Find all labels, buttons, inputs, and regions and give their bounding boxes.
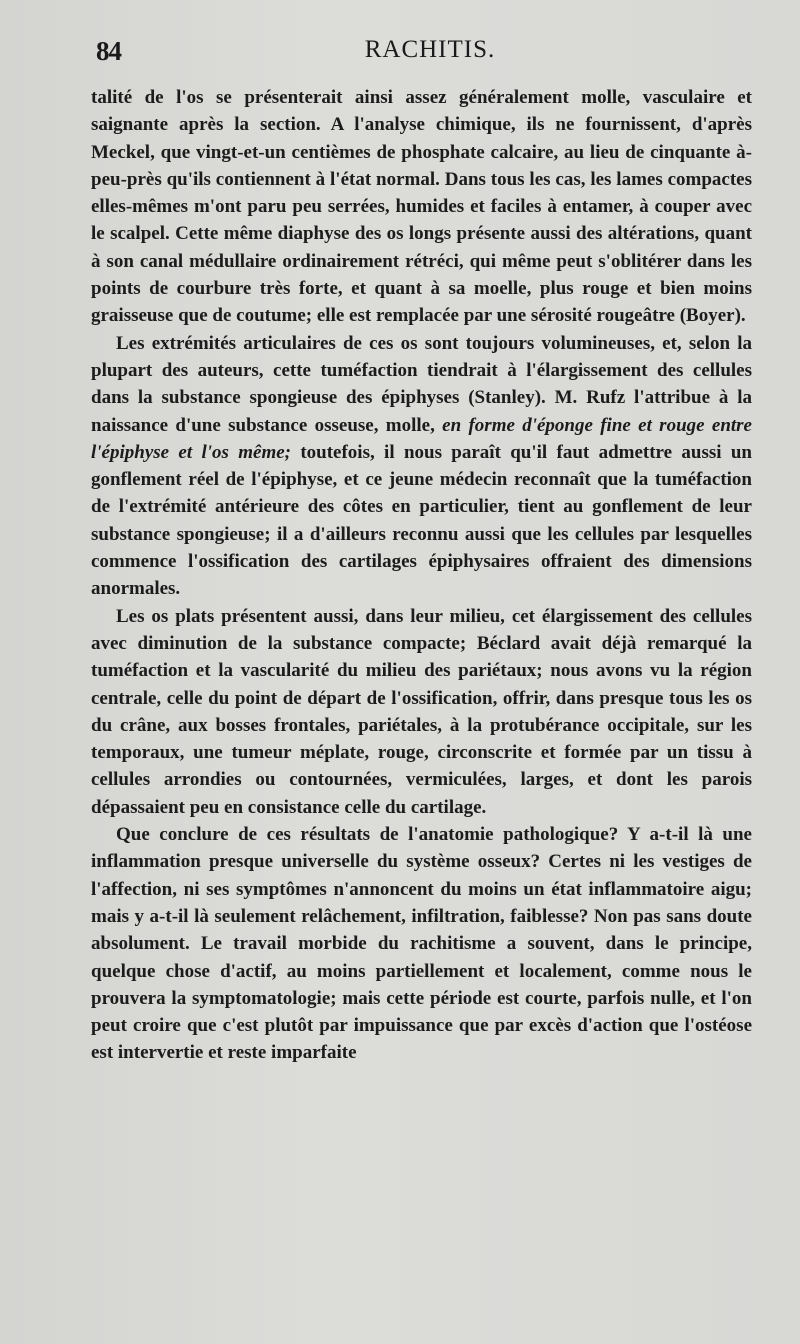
paragraph-4 bbox=[91, 821, 752, 1067]
paragraph-2 bbox=[91, 330, 752, 603]
paragraph-1 bbox=[91, 84, 752, 330]
body-text bbox=[91, 84, 752, 1067]
paragraph-2-italic-quote: en forme d'éponge fine et rouge entre l'épiphyse et l'os même; bbox=[91, 414, 752, 463]
running-head bbox=[90, 36, 750, 72]
page-number: 84 bbox=[96, 36, 121, 66]
paragraph-3 bbox=[91, 603, 752, 821]
paragraph-3-text: Les os plats présentent aussi, dans leur milieu, cet élargissement des cellules avec diminution de la substance compacte; Béclard avait déjà remarqué la tuméfaction et la vascularité du milieu des pariétaux; nous avons vu la région centrale, celle du point de départ de l'ossification, offrir, dans presque tous les os du crâne, aux bosses frontales, pariétales, à la protubérance occipitale, sur les temporaux, une tumeur méplate, rouge, circonscrite et formée par un tissu à cellules arrondies ou contournées, vermiculées, larges, et dont les parois dépassaient peu en consistance celle du cartilage. bbox=[91, 605, 752, 818]
paragraph-2-text-after: toutefois, il nous paraît qu'il faut admettre aussi un gonflement réel de l'épiphyse, et ce jeune médecin reconnaît que la tuméfaction de l'extrémité antérieure des côtes en particulier, tient au gonflement de leur substance spongieuse; il a d'ailleurs reconnu aussi que les cellules par lesquelles commence l'ossification des cartilages épiphysaires offraient des dimensions anormales. bbox=[91, 441, 753, 600]
paragraph-1-text: talité de l'os se présenterait ainsi assez généralement molle, vasculaire et saignante après la section. A l'analyse chimique, ils ne fournissent, d'après Meckel, que vingt-et-un centièmes de phosphate calcaire, au lieu de cinquante à-peu-près qu'ils contiennent à l'état normal. Dans tous les cas, les lames compactes elles-mêmes m'ont paru peu serrées, humides et faciles à entamer, à couper avec le scalpel. Cette même diaphyse des os longs présente aussi des altérations, quant à son canal médullaire ordinairement rétréci, qui même peut s'oblitérer dans les points de courbure très forte, et quant à sa moelle, plus rouge et bien moins graisseuse que de coutume; elle est remplacée par une sérosité rougeâtre (Boyer). bbox=[91, 87, 752, 327]
paragraph-2-text-before: Les extrémités articulaires de ces os sont toujours volumineuses, et, selon la plupart des auteurs, cette tuméfaction tiendrait à l'élargissement des cellules dans la substance spongieuse des épiphyses (Stanley). M. Rufz l'attribue à la naissance d'une substance osseuse, molle, bbox=[91, 332, 752, 436]
paragraph-4-text: Que conclure de ces résultats de l'anatomie pathologique? Y a-t-il là une inflammation presque universelle du système osseux? Certes ni les vestiges de l'affection, ni ses symptômes n'annoncent du moins un état inflammatoire aigu; mais y a-t-il là seulement relâchement, infiltration, faiblesse? Non pas sans doute absolument. Le travail morbide du rachitisme a souvent, dans le principe, quelque chose d'actif, au moins partiellement et localement, comme nous le prouvera la symptomatologie; mais cette période est courte, parfois nulle, et l'on peut croire que c'est plutôt par impuissance que par excès d'action que l'ostéose est intervertie et reste imparfaite bbox=[91, 824, 752, 1064]
running-title: RACHITIS. bbox=[364, 36, 496, 63]
